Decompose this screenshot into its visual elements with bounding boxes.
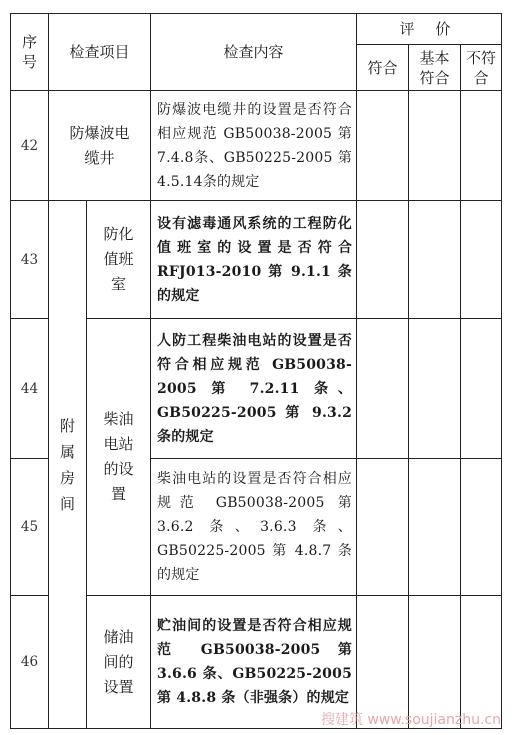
watermark: 搜建筑 www.soujianzhu.cn bbox=[320, 712, 501, 728]
eval-basic-conform-cell bbox=[409, 201, 461, 319]
eval-conform-cell bbox=[357, 91, 409, 201]
row-content: 人防工程柴油电站的设置是否符合相应规范 GB50038-2005 第 7.2.11 条、 GB50225-2005 第 9.3.2 条的规定 bbox=[151, 319, 357, 459]
eval-basic-conform-cell bbox=[409, 319, 461, 459]
row-content: 防爆波电缆井的设置是否符合相应规范 GB50038-2005 第7.4.8条、GB50225-2005 第4.5.14条的规定 bbox=[151, 91, 357, 201]
group-attached-rooms bbox=[49, 201, 87, 729]
header-not-conform: 不符合 bbox=[461, 45, 502, 91]
row-number: 46 bbox=[11, 596, 49, 729]
table-row bbox=[11, 201, 502, 319]
row-content: 柴油电站的设置是否符合相应规范 GB50038-2005 第 3.6.2 条、3.6.3 条、GB50225-2005 第 4.8.7 条的规定 bbox=[151, 459, 357, 596]
row-number: 45 bbox=[11, 459, 49, 596]
row-item: 柴油电站的设置 bbox=[87, 319, 151, 596]
eval-conform-cell bbox=[357, 201, 409, 319]
eval-not-conform-cell bbox=[461, 91, 502, 201]
header-conform: 符合 bbox=[357, 45, 409, 91]
group-label: 附属房间 bbox=[59, 416, 75, 513]
header-item: 检查项目 bbox=[49, 14, 151, 91]
eval-basic-conform-cell bbox=[409, 91, 461, 201]
eval-not-conform-cell bbox=[461, 459, 502, 596]
row-content: 贮油间的设置是否符合相应规范 GB50038-2005 第 3.6.6 条、GB50225-2005 第 4.8.8 条（非强条）的规定 bbox=[151, 596, 357, 729]
eval-conform-cell bbox=[357, 319, 409, 459]
row-content: 设有滤毒通风系统的工程防化值班室的设置是否符合 RFJ013-2010 第 9.1.1 条的规定 bbox=[151, 201, 357, 319]
row-item: 储油间的设置 bbox=[87, 596, 151, 729]
eval-conform-cell bbox=[357, 459, 409, 596]
eval-not-conform-cell bbox=[461, 319, 502, 459]
header-content: 检查内容 bbox=[151, 14, 357, 91]
eval-not-conform-cell bbox=[461, 201, 502, 319]
row-item: 防爆波电缆井 bbox=[49, 91, 151, 201]
table-row bbox=[11, 91, 502, 201]
row-number: 42 bbox=[11, 91, 49, 201]
inspection-table bbox=[10, 13, 502, 729]
header-basic-conform: 基本符合 bbox=[409, 45, 461, 91]
eval-basic-conform-cell bbox=[409, 459, 461, 596]
header-evaluation: 评 价 bbox=[357, 14, 502, 45]
header-serial: 序号 bbox=[11, 14, 49, 91]
row-item: 防化值班室 bbox=[87, 201, 151, 319]
row-number: 43 bbox=[11, 201, 49, 319]
row-number: 44 bbox=[11, 319, 49, 459]
